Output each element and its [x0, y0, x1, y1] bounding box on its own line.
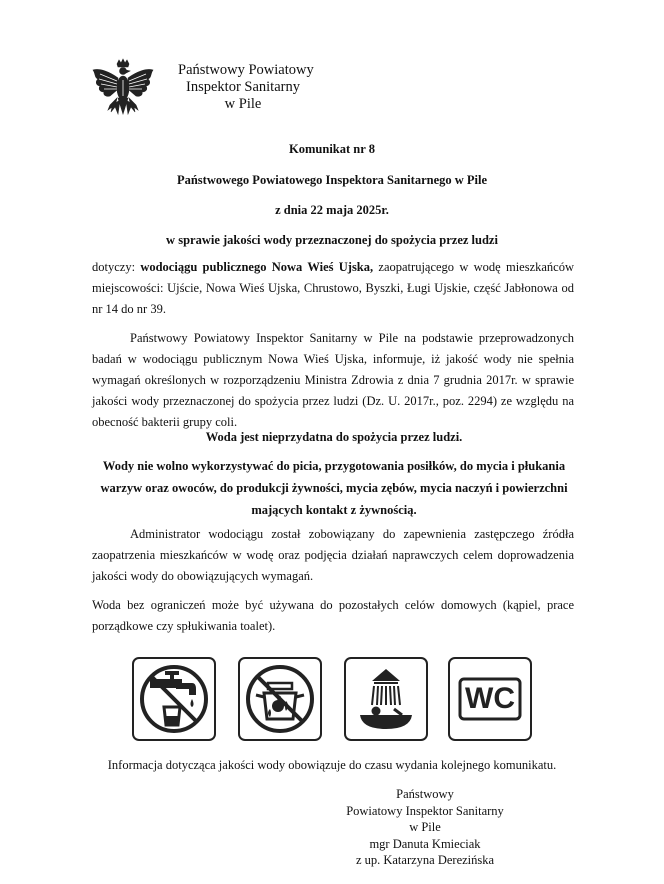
- concerns-bold: wodociągu publicznego Nowa Wieś Ujska,: [140, 260, 374, 274]
- announcement-issuer: Państwowego Powiatowego Inspektora Sanitarnego w Pile: [176, 173, 488, 187]
- header-line-3: w Pile: [224, 96, 262, 112]
- signature-line-2: Powiatowy Inspektor Sanitarny: [346, 803, 504, 818]
- bathing-allowed-icon: [344, 657, 428, 741]
- polish-eagle-emblem-icon: [90, 58, 156, 128]
- announcement-subject: w sprawie jakości wody przeznaczonej do spożycia przez ludzi: [166, 233, 498, 247]
- validity-note: Informacja dotycząca jakości wody obowiązuje do czasu wydania kolejnego komunikatu.: [107, 758, 557, 772]
- warning-usage-restrictions: Wody nie wolno wykorzystywać do picia, przygotowania posiłków, do mycia i płukania warzyw oraz owoców, do produkcji żywności, mycia zębów, mycia naczyń i powierzchni mających kontakt z żywnością.: [100, 459, 568, 517]
- warning-not-drinkable: Woda jest nieprzydatna do spożycia przez ludzi.: [205, 430, 463, 444]
- concerns-paragraph: [92, 257, 574, 320]
- header-line-1: Państwowy Powiatowy: [178, 62, 314, 78]
- paragraph-findings: Państwowy Powiatowy Inspektor Sanitarny w Pile na podstawie przeprowadzonych badań w wodociągu publicznym Nowa Wieś Ujska, informuje, iż jakość wody nie spełnia wymagań określonych w rozporządzeniu Ministra Zdrowia z dnia 7 grudnia 2017r. w sprawie jakości wody przeznaczonej do spożycia przez ludzi (Dz. U. 2017r., poz. 2294) ze względu na obecność bakterii grupy coli.: [92, 331, 574, 429]
- signature-block: [330, 786, 520, 869]
- no-drinking-water-icon: [132, 657, 216, 741]
- signature-line-3: w Pile: [409, 820, 441, 834]
- wc-label: WC: [465, 682, 515, 715]
- pictogram-row: [0, 657, 664, 743]
- concerns-rest: zaopatrującego w wodę mieszkańców miejscowości: Ujście, Nowa Wieś Ujska, Chrustowo, Byszki, Ługi Ujskie, część Jabłonowa od nr 14 do nr 39.: [92, 260, 575, 316]
- issuer-header: [178, 62, 314, 113]
- paragraph-administrator: Administrator wodociągu został zobowiązany do zapewnienia zastępczego źródła zaopatrzenia mieszkańców w wodę oraz podjęcia działań naprawczych celem doprowadzenia jakości wody do obowiązujących wymagań.: [92, 527, 574, 583]
- header-line-2: Inspektor Sanitarny: [186, 79, 300, 95]
- signature-line-4: mgr Danuta Kmieciak: [369, 836, 481, 851]
- paragraph-allowed-use: Woda bez ograniczeń może być używana do pozostałych celów domowych (kąpiel, prace porządkowe czy spłukiwania toalet).: [92, 598, 574, 633]
- announcement-number: Komunikat nr 8: [289, 142, 375, 156]
- concerns-prefix: dotyczy:: [92, 260, 141, 274]
- signature-line-1: Państwowy: [396, 787, 454, 801]
- wc-allowed-icon: [448, 657, 532, 741]
- announcement-date: z dnia 22 maja 2025r.: [275, 203, 389, 217]
- signature-line-5: z up. Katarzyna Derezińska: [355, 853, 495, 867]
- no-cooking-icon: [238, 657, 322, 741]
